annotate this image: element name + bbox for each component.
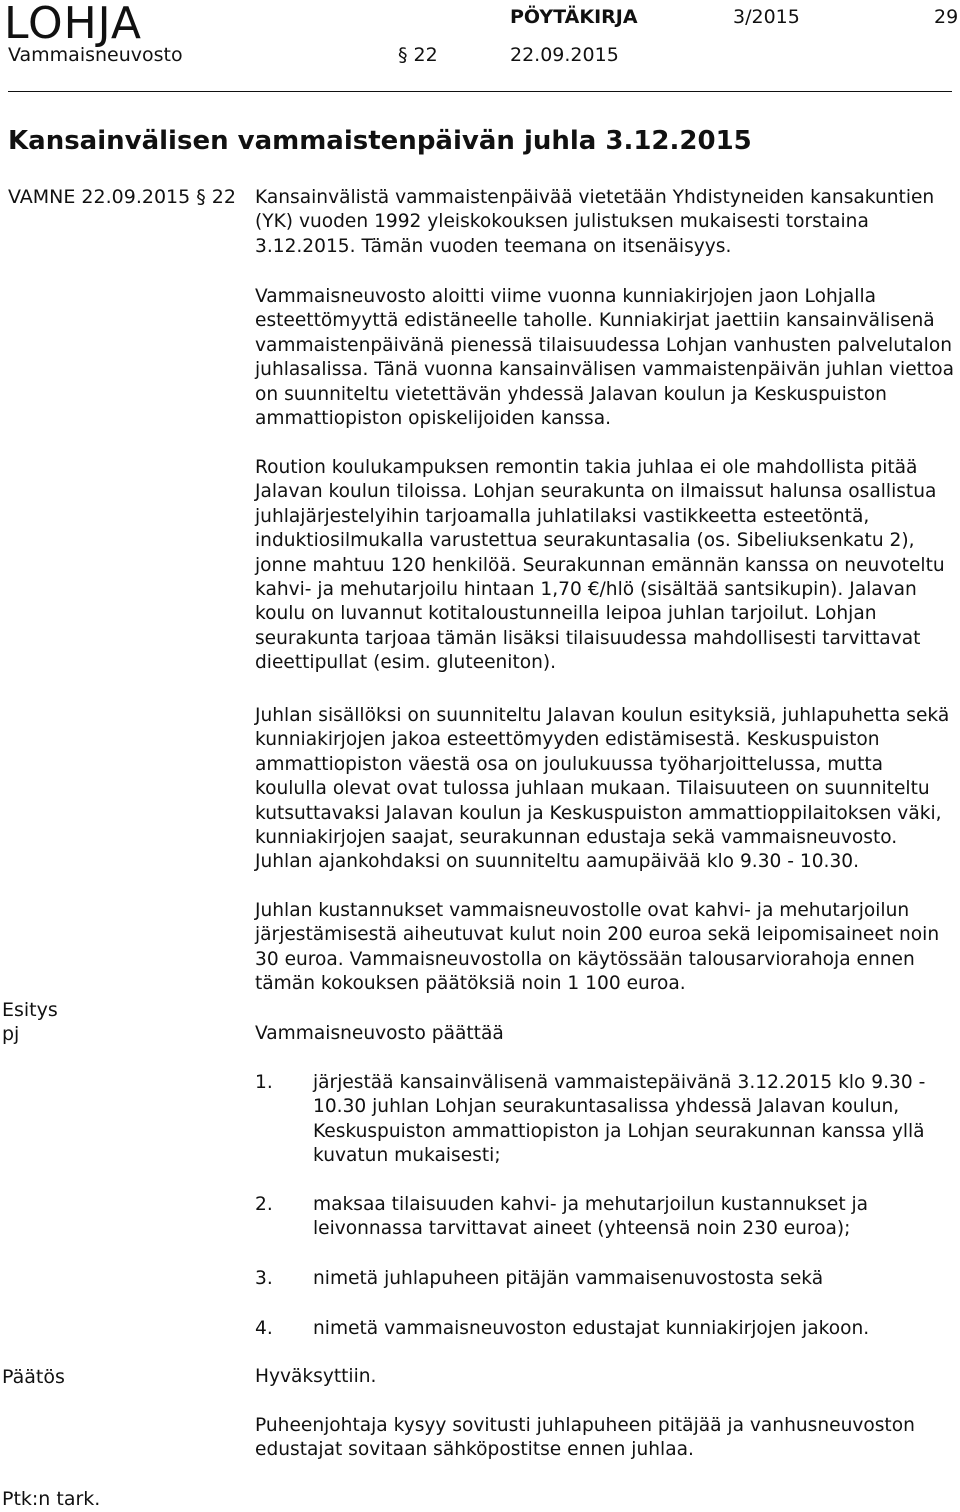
proposal-item-number: 4. [255, 1318, 273, 1339]
decision-text-value: Hyväksyttiin. [255, 1366, 377, 1387]
proposal-label [2, 998, 58, 1047]
proposal-lead [255, 1022, 955, 1046]
paragraph-1 [255, 186, 955, 259]
proposal-item-text: maksaa tilaisuuden kahvi- ja mehutarjoilun kustannukset ja leivonnassa tarvittavat aineet (yhteensä noin 230 euroa); [313, 1194, 869, 1240]
decision-note [255, 1414, 955, 1463]
proposal-item-number: 2. [255, 1194, 273, 1215]
proposal-item-text: nimetä juhlapuheen pitäjän vammaisenuvostosta sekä [313, 1268, 824, 1289]
document-type: PÖYTÄKIRJA [510, 6, 638, 28]
page-number: 29 [934, 6, 959, 28]
preparation-reference: VAMNE 22.09.2015 § 22 [8, 186, 236, 208]
paragraph-text: Juhlan sisällöksi on suunniteltu Jalavan koulun esityksiä, juhlapuhetta sekä kunniakirjojen jakoa esteettömyyden edistämisestä. Keskuspuiston ammattiopiston väestä osa on joulukuussa työharjoittelussa, mutta koululla olevat ovat tulossa juhlaan mukaan. Tilaisuuteen on suunniteltu kutsuttavaksi Jalavan koulun ja Keskuspuiston ammattioppilaitoksen väki, kunniakirjojen saajat, seurakunnan edustaja sekä vammaisneuvosto. Juhlan ajankohdaksi on suunniteltu aamupäivää klo 9.30 - 10.30. [255, 705, 950, 873]
meeting-date: 22.09.2015 [510, 44, 619, 66]
section-number: § 22 [398, 44, 438, 66]
section-number-value: 22 [413, 44, 438, 66]
lohja-logo: LOHJA [4, 0, 142, 49]
decision-note-text: Puheenjohtaja kysyy sovitusti juhlapuheen pitäjää ja vanhusneuvoston edustajat sovitaan sähköpostitse ennen juhlaa. [255, 1415, 915, 1461]
paragraph-3 [255, 456, 955, 676]
proposal-lead-text: Vammaisneuvosto päättää [255, 1023, 504, 1044]
paragraph-4 [255, 704, 955, 875]
proposal-item-3 [255, 1267, 955, 1291]
proposal-label-line-2: pj [2, 1023, 20, 1046]
proposal-label-line-1: Esitys [2, 999, 58, 1021]
organ-name: Vammaisneuvosto [8, 44, 183, 66]
header-divider [8, 91, 952, 92]
paragraph-2 [255, 285, 955, 431]
paragraph-5 [255, 899, 955, 997]
proposal-item-number: 1. [255, 1072, 273, 1093]
proposal-item-text: järjestää kansainvälisenä vammaistepäivänä 3.12.2015 klo 9.30 - 10.30 juhlan Lohjan seurakuntasalissa yhdessä Jalavan koulun, Keskuspuiston ammattiopiston ja Lohjan seurakunnan kanssa yllä kuvatun mukaisesti; [313, 1072, 926, 1167]
paragraph-text: Vammaisneuvosto aloitti viime vuonna kunniakirjojen jaon Lohjalla esteettömyyttä edistäneelle taholle. Kunniakirjat jaettiin kansainvälisenä vammaistenpäivänä pienessä tilaisuudessa Lohjan vanhusten palvelutalon juhlasalissa. Tänä vuonna kansainvälisen vammaistenpäivän juhlan viettoa on suunniteltu vietettävän yhdessä Jalavan koulun ja Keskuspuiston ammattiopiston opiskelijoiden kanssa. [255, 286, 954, 430]
proposal-item-number: 3. [255, 1268, 273, 1289]
minutes-checked-label: Ptk:n tark. [2, 1488, 101, 1510]
paragraph-text: Juhlan kustannukset vammaisneuvostolle ovat kahvi- ja mehutarjoilun järjestämisestä aiheutuvat kulut noin 200 euroa sekä leipomisaineet noin 30 euroa. Vammaisneuvostolla on käytössään talousarviorahoja ennen tämän kokouksen päätöksiä noin 1 100 euroa. [255, 900, 940, 995]
document-number: 3/2015 [733, 6, 800, 28]
proposal-item-text: nimetä vammaisneuvoston edustajat kunniakirjojen jakoon. [313, 1318, 870, 1339]
proposal-item-2 [255, 1193, 955, 1242]
proposal-item-1 [255, 1071, 955, 1169]
section-title: Kansainvälisen vammaistenpäivän juhla 3.12.2015 [8, 126, 752, 156]
proposal-item-4 [255, 1317, 955, 1341]
decision-label: Päätös [2, 1366, 65, 1388]
paragraph-text: Roution koulukampuksen remontin takia juhlaa ei ole mahdollista pitää Jalavan koulun tiloissa. Lohjan seurakunta on ilmaissut halunsa osallistua juhlajärjestelyihin tarjoamalla juhlatilaksi vastikkeetta esteetöntä, induktiosilmukalla varustettua seurakuntasalia (os. Sibeliuksenkatu 2), jonne mahtuu 120 henkilöä. Seurakunnan emännän kanssa on neuvoteltu kahvi- ja mehutarjoilu hintaan 1,70 €/hlö (sisältää santsikupin). Jalavan koulu on luvannut kotitaloustunneilla leipoa juhlan tarjoilut. Lohjan seurakunta tarjoaa tämän lisäksi tilaisuudessa mahdollisesti tarvittavat dieettipullat (esim. gluteeniton). [255, 457, 945, 674]
paragraph-text: Kansainvälistä vammaistenpäivää vietetään Yhdistyneiden kansakuntien (YK) vuoden 1992 yleiskokouksen julistuksen mukaisesti torstaina 3.12.2015. Tämän vuoden teemana on itsenäisyys. [255, 187, 935, 257]
decision-text [255, 1365, 955, 1389]
